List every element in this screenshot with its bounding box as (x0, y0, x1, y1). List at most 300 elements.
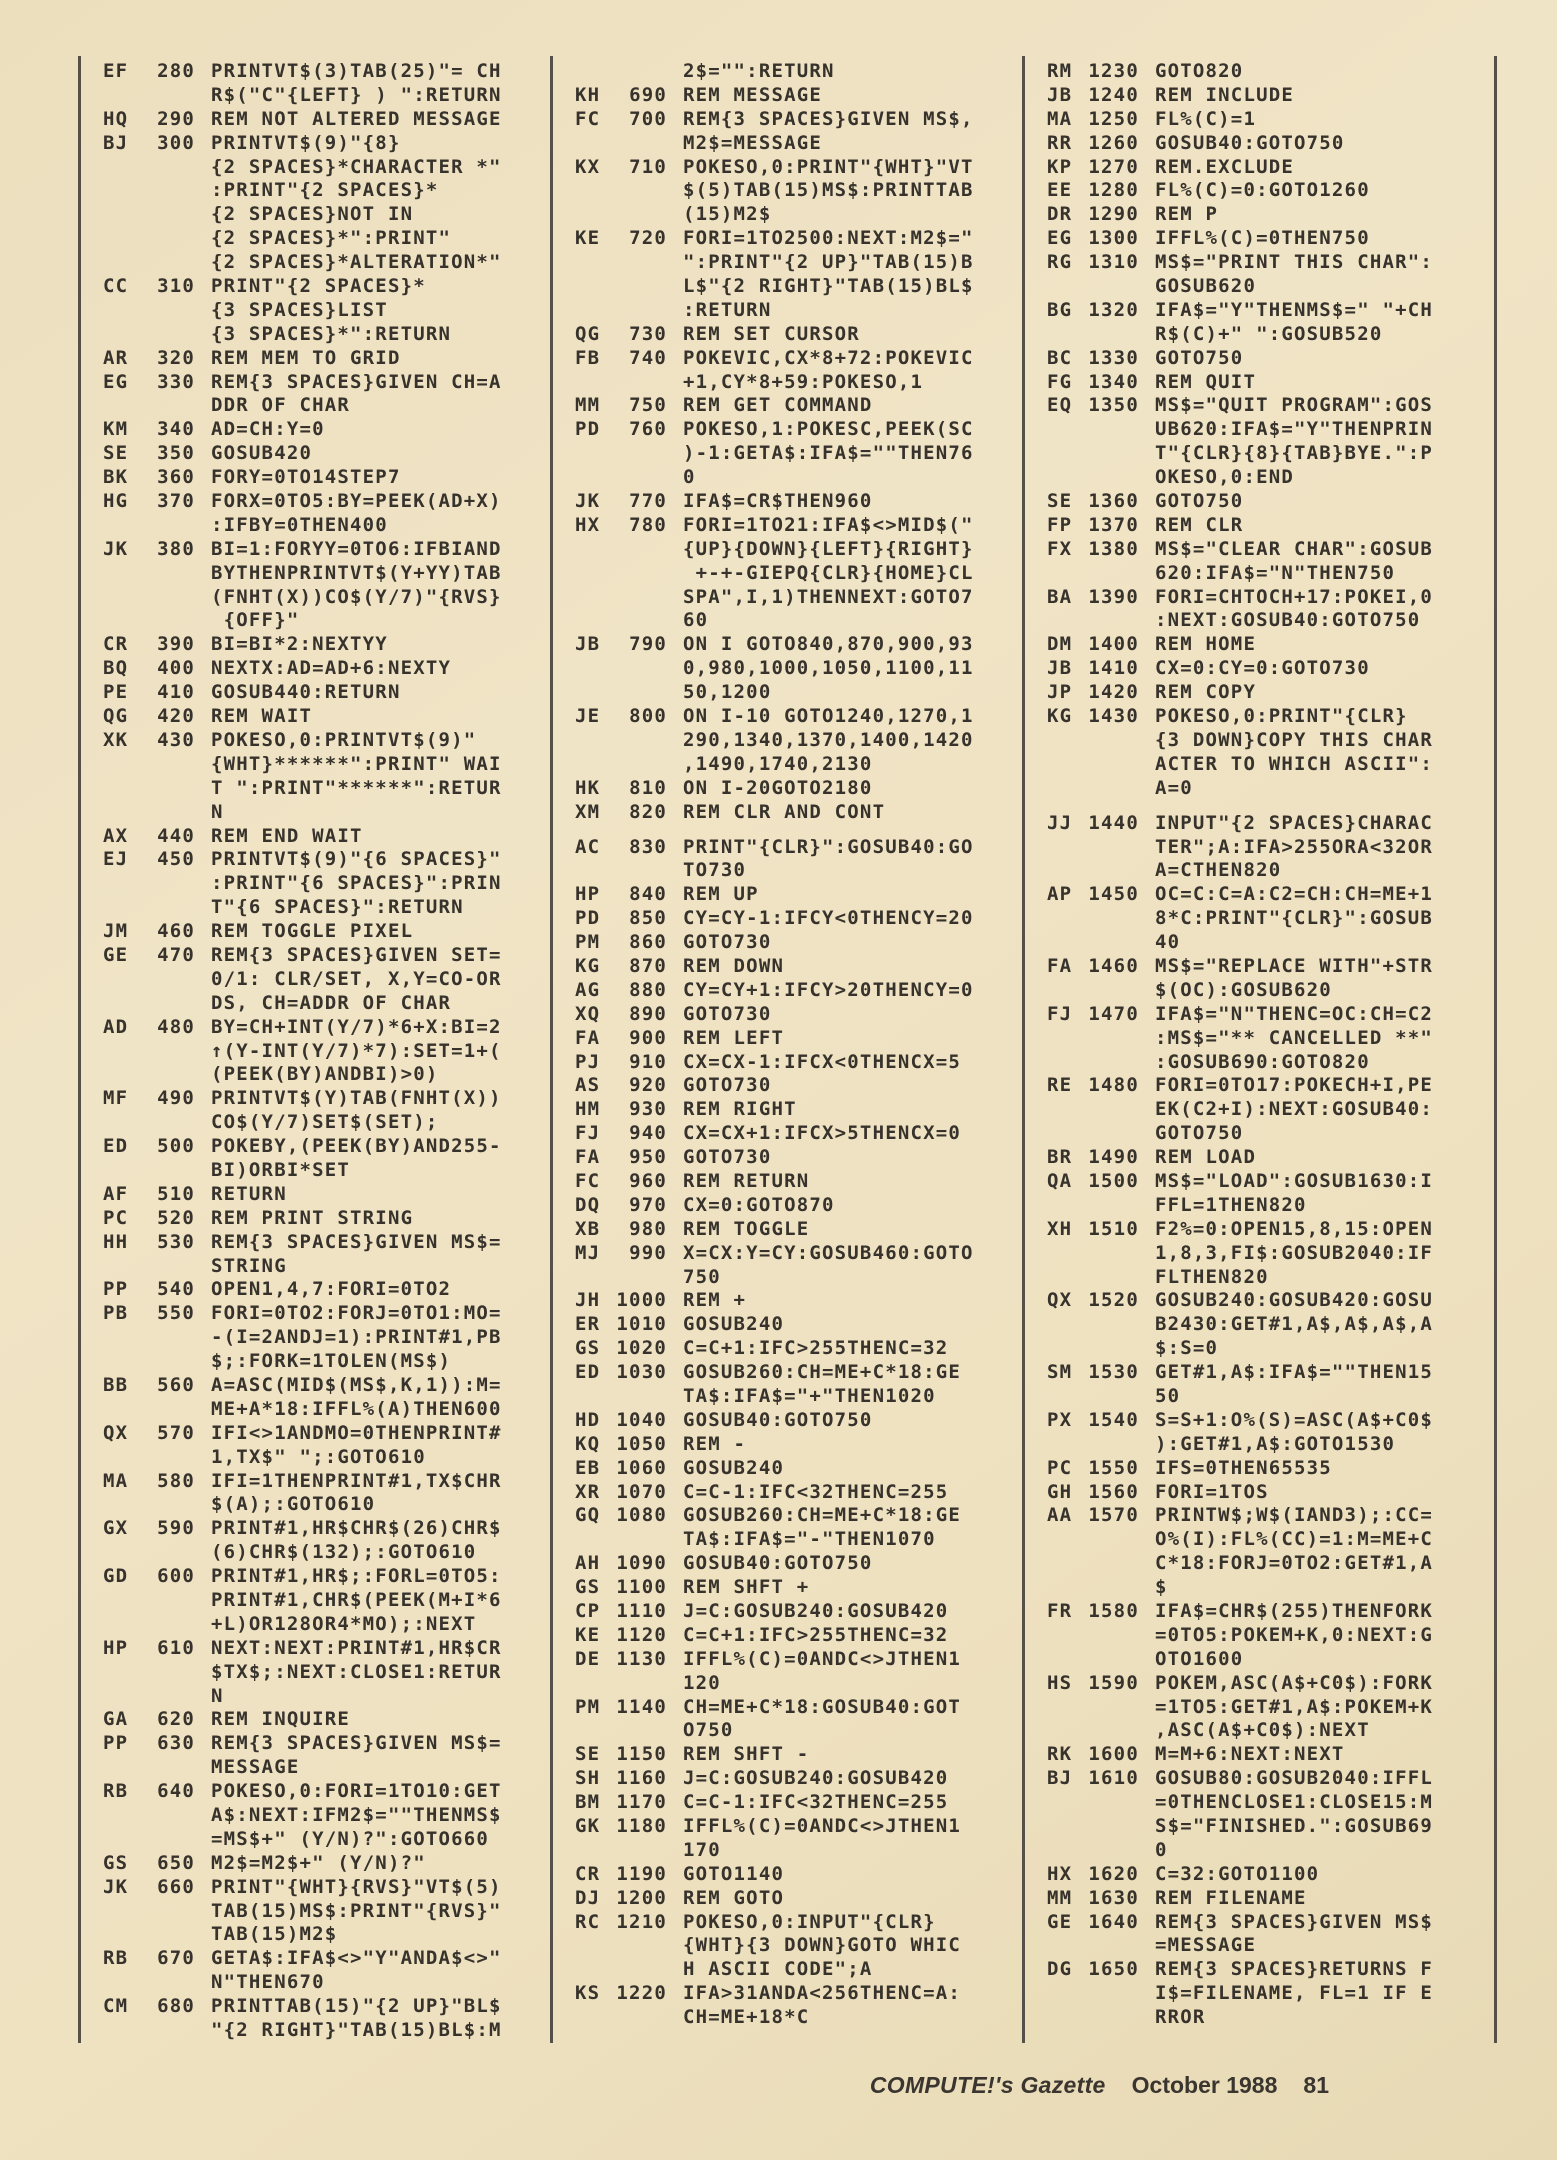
listing-row (103, 1589, 550, 1613)
code-text: O%(I):FL%(CC)=1:M=ME+C (1154, 1528, 1434, 1551)
checksum-code (575, 1958, 611, 1982)
checksum-code: HP (574, 883, 601, 906)
listing-row (1047, 1003, 1494, 1027)
checksum-code (1047, 1648, 1083, 1672)
magazine-title: COMPUTE!'s Gazette (869, 2072, 1106, 2098)
checksum-code: FB (574, 346, 601, 369)
code-text: 170 (682, 1838, 721, 1861)
code-text: IFI<>1ANDMO=0THENPRINT# (211, 1421, 502, 1444)
listing-row (1047, 1409, 1494, 1433)
checksum-code (1047, 1337, 1083, 1361)
listing-row (103, 490, 550, 514)
code-text: =MESSAGE (1154, 1934, 1257, 1957)
code-text: PRINT#1,CHR$(PEEK(M+I*6 (211, 1589, 502, 1611)
line-number: 1100 (616, 1576, 667, 1599)
checksum-code: AA (1046, 1504, 1073, 1527)
checksum-code (1047, 729, 1083, 753)
code-text: REM TOGGLE (682, 1217, 810, 1240)
code-text: REM INCLUDE (1154, 83, 1294, 106)
listing-row (1047, 108, 1494, 132)
code-text: PRINTVT$(9)"{8} (211, 131, 401, 154)
listing-row (103, 1661, 550, 1685)
code-text: GOSUB80:GOSUB2040:IFFL (1154, 1767, 1434, 1790)
listing-row (103, 371, 550, 395)
checksum-code (103, 1923, 139, 1947)
code-text: $:S=0 (1154, 1337, 1219, 1360)
listing-row (1047, 1576, 1494, 1600)
line-number: 370 (157, 490, 195, 513)
listing-row (1047, 859, 1494, 883)
checksum-code: EG (103, 370, 129, 393)
checksum-code (103, 394, 139, 418)
code-text: A=0 (1154, 776, 1193, 799)
listing-row (575, 705, 1022, 729)
checksum-code: PC (1046, 1456, 1073, 1479)
line-number: 1300 (1088, 227, 1139, 250)
checksum-code: AD (103, 1015, 129, 1038)
line-number (1083, 1552, 1139, 1576)
listing-row (575, 538, 1022, 562)
checksum-code (1047, 1696, 1083, 1720)
line-number (1083, 1385, 1139, 1409)
checksum-code: BM (574, 1791, 601, 1814)
checksum-code: PE (103, 681, 129, 704)
line-number: 1200 (616, 1886, 667, 1909)
checksum-code: XK (103, 728, 129, 751)
listing-row (103, 1398, 550, 1422)
checksum-code (103, 1756, 139, 1780)
checksum-code (1047, 442, 1083, 466)
code-text: {OFF}" (211, 609, 300, 632)
code-text: C=C-1:IFC<32THENC=255 (682, 1480, 949, 1503)
line-number: 710 (629, 155, 667, 178)
code-text: REM INQUIRE (211, 1708, 351, 1731)
listing-row (1047, 1624, 1494, 1648)
checksum-code (103, 1111, 139, 1135)
listing-row (575, 979, 1022, 1003)
code-text: C=C+1:IFC>255THENC=32 (682, 1623, 949, 1646)
checksum-code (103, 156, 139, 180)
listing-row (1047, 347, 1494, 371)
checksum-code: FG (1046, 370, 1073, 393)
checksum-code (1047, 1194, 1083, 1218)
line-number (1083, 1696, 1139, 1720)
code-text: POKEVIC,CX*8+72:POKEVIC (682, 346, 974, 369)
code-text: GOSUB240 (682, 1313, 785, 1336)
code-text: X=CX:Y=CY:GOSUB460:GOTO (682, 1241, 974, 1264)
listing-row (103, 681, 550, 705)
line-number (139, 1900, 195, 1924)
checksum-code: CC (103, 275, 129, 298)
listing-row (1047, 132, 1494, 156)
listing-row (575, 466, 1022, 490)
line-number: 750 (629, 394, 667, 417)
code-text: REM MEM TO GRID (211, 346, 401, 369)
checksum-code: SE (574, 1743, 601, 1766)
checksum-code (103, 2019, 139, 2043)
line-number (1083, 562, 1139, 586)
listing-column-left (78, 56, 550, 2043)
listing-row (103, 466, 550, 490)
checksum-code: EB (574, 1456, 601, 1479)
line-number (611, 538, 667, 562)
checksum-code: BG (1046, 298, 1073, 321)
line-number: 1250 (1088, 107, 1139, 130)
code-text: POKESO,1:POKESC,PEEK(SC (682, 418, 974, 441)
listing-row (575, 1385, 1022, 1409)
checksum-code (103, 872, 139, 896)
listing-row (1047, 586, 1494, 610)
code-text: {2 SPACES}NOT IN (211, 203, 414, 226)
listing-row (575, 1719, 1022, 1743)
code-text: A=CTHEN820 (1154, 859, 1282, 882)
code-text: ↑(Y-INT(Y/7)*7):SET=1+( (211, 1039, 502, 1062)
code-text: :IFBY=0THEN400 (211, 513, 388, 536)
listing-row (1047, 1863, 1494, 1887)
listing-row (103, 108, 550, 132)
listing-row (1047, 1815, 1494, 1839)
listing-row (103, 801, 550, 825)
code-text: CH=ME+C*18:GOSUB40:GOT (682, 1695, 962, 1718)
line-number (611, 562, 667, 586)
line-number (1083, 1815, 1139, 1839)
code-text: OC=C:C=A:C2=CH:CH=ME+1 (1154, 883, 1434, 906)
line-number (139, 1589, 195, 1613)
listing-row (575, 1194, 1022, 1218)
listing-row (1047, 633, 1494, 657)
checksum-code (103, 1828, 139, 1852)
line-number (139, 84, 195, 108)
checksum-code (1047, 1815, 1083, 1839)
listing-row (575, 514, 1022, 538)
listing-row (575, 275, 1022, 299)
line-number (1083, 836, 1139, 860)
code-text: M2$=MESSAGE (682, 131, 823, 154)
listing-row (575, 859, 1022, 883)
line-number: 760 (629, 418, 667, 441)
listing-row (103, 132, 550, 156)
checksum-code: XM (574, 800, 601, 823)
line-number: 1600 (1088, 1743, 1139, 1766)
checksum-code: BQ (103, 657, 129, 680)
line-number (139, 1159, 195, 1183)
listing-row (575, 753, 1022, 777)
line-number: 1060 (616, 1456, 667, 1479)
line-number: 1570 (1088, 1504, 1139, 1527)
line-number (611, 1719, 667, 1743)
listing-row (575, 1289, 1022, 1313)
checksum-code (103, 1350, 139, 1374)
code-text: S$="FINISHED.":GOSUB69 (1154, 1815, 1434, 1838)
line-number (139, 1326, 195, 1350)
code-text: POKEBY,(PEEK(BY)AND255- (211, 1135, 502, 1158)
line-number (139, 203, 195, 227)
checksum-code (575, 586, 611, 610)
line-number: 900 (629, 1026, 667, 1049)
listing-row (1047, 657, 1494, 681)
line-number: 1260 (1088, 131, 1139, 154)
code-text: {3 SPACES}LIST (211, 298, 388, 321)
code-text: C=32:GOTO1100 (1154, 1862, 1320, 1885)
checksum-code: AP (1046, 883, 1073, 906)
code-text: )​:GET#1,A$:GOTO1530 (1154, 1432, 1396, 1455)
checksum-code: JK (103, 1875, 129, 1898)
code-text: ON I-10 GOTO1240,1270,1 (682, 705, 974, 728)
listing-row (575, 2006, 1022, 2030)
line-number: 550 (157, 1302, 195, 1325)
checksum-code: GS (574, 1337, 601, 1360)
line-number: 890 (629, 1002, 667, 1025)
checksum-code: KQ (574, 1432, 601, 1455)
code-text: OKESO,0:END (1154, 466, 1294, 489)
checksum-code (1047, 1266, 1083, 1290)
code-text: REM{3 SPACES}GIVEN MS$= (211, 1230, 502, 1253)
code-text: PRINTVT$(9)"{6 SPACES}" (211, 848, 502, 871)
code-text: TO730 (682, 859, 747, 882)
checksum-code: GX (103, 1517, 129, 1540)
line-number (139, 394, 195, 418)
line-number: 990 (629, 1241, 667, 1264)
line-number: 670 (157, 1947, 195, 1970)
line-number (611, 1385, 667, 1409)
page-number: 81 (1303, 2072, 1329, 2098)
line-number (611, 681, 667, 705)
listing-row (1047, 442, 1494, 466)
listing-row (575, 1911, 1022, 1935)
listing-row (1047, 1242, 1494, 1266)
line-number: 1450 (1088, 883, 1139, 906)
listing-row (103, 84, 550, 108)
listing-row (575, 681, 1022, 705)
line-number (139, 1398, 195, 1422)
listing-row (103, 442, 550, 466)
line-number (611, 371, 667, 395)
checksum-code (575, 251, 611, 275)
line-number: 620 (157, 1708, 195, 1731)
listing-row (103, 1302, 550, 1326)
checksum-code: BR (1046, 1146, 1073, 1169)
checksum-code: FP (1046, 513, 1073, 536)
checksum-code: GK (574, 1815, 601, 1838)
line-number: 1340 (1088, 370, 1139, 393)
listing-row (103, 418, 550, 442)
checksum-code: SH (574, 1767, 601, 1790)
listing-row (103, 896, 550, 920)
code-text: J=C:GOSUB240:GOSUB420 (682, 1600, 949, 1622)
code-text: FL%(C)=0:GOTO1260 (1154, 179, 1370, 202)
listing-row (575, 777, 1022, 801)
line-number: 450 (157, 848, 195, 871)
line-number (611, 2006, 667, 2030)
checksum-code: FA (574, 1146, 601, 1169)
line-number: 1550 (1088, 1456, 1139, 1479)
checksum-code: BJ (103, 131, 129, 154)
line-number (139, 1756, 195, 1780)
listing-row (103, 1422, 550, 1446)
checksum-code: EG (1046, 227, 1073, 250)
line-number: 1410 (1088, 657, 1139, 680)
listing-row (103, 1613, 550, 1637)
code-text: 1,8,3,FI$:GOSUB2040:IF (1154, 1241, 1434, 1264)
checksum-code: FJ (1046, 1002, 1073, 1025)
listing-row (1047, 1170, 1494, 1194)
code-text: REM LEFT (682, 1026, 785, 1049)
checksum-code: CR (574, 1862, 601, 1885)
line-number: 310 (157, 275, 195, 298)
listing-row (103, 1207, 550, 1231)
line-number: 610 (157, 1636, 195, 1659)
code-text: 2$="":RETURN (682, 60, 835, 82)
line-number: 630 (157, 1732, 195, 1755)
line-number: 390 (157, 633, 195, 656)
line-number (1083, 859, 1139, 883)
line-number: 690 (629, 83, 667, 106)
line-number: 1330 (1088, 346, 1139, 369)
listing-row (575, 1767, 1022, 1791)
line-number: 1120 (616, 1623, 667, 1646)
code-text: ,ASC(A$+C0$):NEXT (1154, 1719, 1370, 1742)
listing-row (575, 883, 1022, 907)
checksum-code: AC (574, 835, 601, 858)
code-text: B2430:GET#1,A$,A$,A$,A (1154, 1313, 1434, 1336)
code-text: {3 SPACES}*":RETURN (211, 322, 452, 345)
listing-row (1047, 60, 1494, 84)
checksum-code (1047, 1122, 1083, 1146)
code-text: GOTO730 (682, 1074, 772, 1097)
checksum-code: CR (103, 633, 129, 656)
line-number: 490 (157, 1087, 195, 1110)
checksum-code (1047, 1576, 1083, 1600)
line-number: 1590 (1088, 1671, 1139, 1694)
code-text: REM.EXCLUDE (1154, 155, 1294, 178)
checksum-code (103, 84, 139, 108)
line-number (1083, 1337, 1139, 1361)
listing-row (103, 1517, 550, 1541)
listing-row (575, 299, 1022, 323)
listing-row (1047, 156, 1494, 180)
checksum-code: JE (574, 705, 601, 728)
listing-row (575, 562, 1022, 586)
code-text: REM + (682, 1289, 747, 1312)
code-text: REM{3 SPACES}GIVEN SET= (211, 943, 502, 966)
code-text: 1,TX$" ";:GOTO610 (211, 1445, 426, 1468)
code-text: RROR (1154, 2006, 1206, 2029)
code-text: FORI=1TOS (1154, 1480, 1269, 1503)
code-text: TAB(15)MS$:PRINT"{RVS}" (211, 1899, 502, 1922)
listing-row (103, 562, 550, 586)
line-number: 740 (629, 346, 667, 369)
line-number (139, 1661, 195, 1685)
code-text: IFS=0THEN65535 (1154, 1456, 1332, 1479)
listing-row (1047, 490, 1494, 514)
listing-row (1047, 1958, 1494, 1982)
checksum-code (575, 466, 611, 490)
checksum-code: RC (574, 1910, 601, 1933)
code-text: :PRINT"{2 SPACES}* (211, 179, 439, 202)
code-text: $ (1154, 1576, 1168, 1599)
line-number: 460 (157, 920, 195, 943)
listing-row (575, 179, 1022, 203)
code-text: BI=BI*2:NEXTYY (211, 633, 388, 656)
listing-row (1047, 1051, 1494, 1075)
checksum-code: BK (103, 466, 129, 489)
listing-row (575, 1457, 1022, 1481)
line-number: 1140 (616, 1695, 667, 1718)
code-text: N (211, 800, 224, 823)
checksum-code (1047, 907, 1083, 931)
listing-row (103, 753, 550, 777)
listing-row (575, 1552, 1022, 1576)
line-number: 1170 (616, 1791, 667, 1814)
code-text: 0 (1154, 1838, 1168, 1861)
code-text: REM SHFT - (682, 1743, 810, 1766)
line-number: 1280 (1088, 179, 1139, 202)
page-footer (78, 2072, 1329, 2099)
listing-row (575, 657, 1022, 681)
code-text: ,1490,1740,2130 (682, 752, 873, 775)
checksum-code: JH (574, 1289, 601, 1312)
code-text: CO$(Y/7)SET$(SET); (211, 1111, 439, 1134)
line-number: 1230 (1088, 60, 1139, 82)
line-number (139, 801, 195, 825)
code-text: IFFL%(C)=0THEN750 (1154, 227, 1370, 250)
line-number (611, 251, 667, 275)
listing-row (575, 1313, 1022, 1337)
checksum-code: MM (574, 394, 601, 417)
code-text: REM QUIT (1154, 370, 1257, 393)
line-number: 330 (157, 370, 195, 393)
listing-row (103, 2019, 550, 2043)
checksum-code (575, 538, 611, 562)
line-number: 480 (157, 1015, 195, 1038)
listing-row (103, 1804, 550, 1828)
code-text: GOTO730 (682, 931, 772, 954)
checksum-code (103, 609, 139, 633)
listing-row (575, 1982, 1022, 2006)
listing-row (575, 1361, 1022, 1385)
listing-row (1047, 179, 1494, 203)
checksum-code (1047, 2006, 1083, 2030)
line-number (139, 896, 195, 920)
code-text: =MS$+" (Y/N)?":GOTO660 (211, 1827, 490, 1850)
listing-row (1047, 1385, 1494, 1409)
listing-row (1047, 836, 1494, 860)
listing-row (103, 848, 550, 872)
code-text: GOSUB420 (211, 442, 313, 465)
checksum-code: GA (103, 1708, 129, 1731)
line-number (1083, 729, 1139, 753)
checksum-code: AS (574, 1074, 601, 1097)
checksum-code (1047, 931, 1083, 955)
code-text: ACTER TO WHICH ASCII": (1154, 752, 1434, 775)
line-number (1083, 1433, 1139, 1457)
code-text: FORI=1TO21:IFA$<>MID$(" (682, 513, 974, 536)
line-number (1083, 323, 1139, 347)
checksum-code (103, 299, 139, 323)
line-number: 1180 (616, 1815, 667, 1838)
line-number: 570 (157, 1421, 195, 1444)
checksum-code (575, 1719, 611, 1743)
line-number (139, 562, 195, 586)
code-text: INPUT"{2 SPACES}CHARAC (1154, 811, 1434, 834)
checksum-code (1047, 1982, 1083, 2006)
line-number: 1490 (1088, 1146, 1139, 1169)
line-number (139, 323, 195, 347)
line-number (611, 1528, 667, 1552)
listing-row (103, 538, 550, 562)
line-number: 1520 (1088, 1289, 1139, 1312)
line-number: 520 (157, 1206, 195, 1229)
